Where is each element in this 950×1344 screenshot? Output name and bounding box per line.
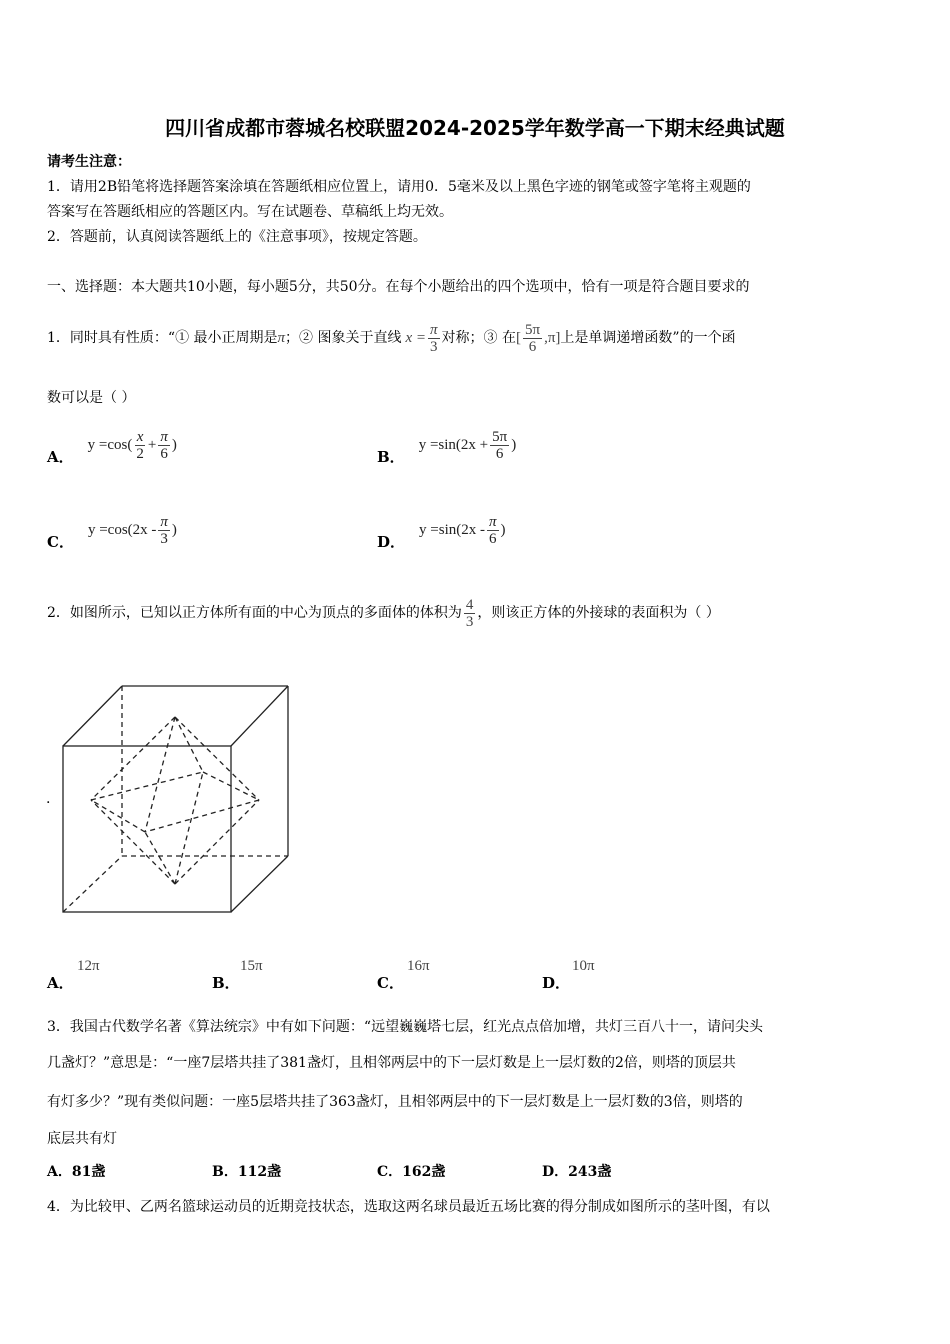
octa-edge — [91, 772, 203, 800]
q2-option-c[interactable] — [377, 960, 537, 996]
octa-edge — [91, 800, 145, 832]
octa-edge — [145, 717, 175, 832]
q3-option-d-value: 243盏 — [568, 1164, 612, 1180]
question-2 — [47, 590, 720, 636]
q1-part3: 对称；③ 在 — [441, 330, 516, 346]
q1-pi: π — [277, 330, 286, 346]
q1-option-d-frac-den: 6 — [488, 530, 497, 547]
q3-option-b-value: 112盏 — [237, 1164, 282, 1180]
q1-interval-rest: ,π] — [544, 330, 561, 346]
q1-line2: 数可以是（ ） — [47, 390, 136, 406]
q1-part2: ；② 图象关于直线 — [285, 330, 402, 346]
cube-edge-bottom-right — [231, 856, 288, 912]
q1-option-a-frac1-num: x — [136, 428, 144, 445]
notice-heading: 请考生注意： — [47, 154, 131, 170]
q2-option-b[interactable] — [212, 960, 372, 996]
q1-option-d[interactable] — [377, 510, 506, 550]
q1-option-d-label: D． — [377, 532, 406, 551]
q2-option-d[interactable] — [542, 960, 702, 996]
q3-option-c-label: C． — [377, 1164, 403, 1180]
q1-option-c-post: ) — [171, 521, 177, 538]
q1-part1: 同时具有性质：“① 最小正周期是 — [69, 330, 278, 346]
q2-part2: ，则该正方体的外接球的表面积为（ ） — [477, 605, 720, 621]
q1-fraction-5pi-6 — [523, 322, 542, 355]
notice-line1b: 答案写在答题纸相应的答题区内。写在试题卷、草稿纸上均无效。 — [47, 204, 453, 220]
q3-option-b[interactable] — [212, 1163, 281, 1181]
q1-frac2-den: 6 — [528, 338, 537, 355]
q1-option-c-pre: y =cos(2x - — [87, 521, 157, 538]
octa-edge — [91, 717, 175, 800]
q1-option-d-frac — [487, 514, 499, 547]
q1-option-a-frac2-den: 6 — [160, 445, 168, 462]
cube-front-face — [63, 746, 231, 912]
q1-frac2-num: 5π — [525, 321, 541, 338]
q2-dot: . — [46, 791, 51, 807]
cube-edge-top-right — [231, 686, 288, 746]
q2-option-a-label: A． — [47, 974, 74, 992]
q3-line3: 有灯多少？”现有类似问题：一座5层塔共挂了363盏灯，且相邻两层中的下一层灯数是上一层灯数的3倍，则塔的 — [47, 1094, 743, 1110]
octa-edge — [175, 800, 259, 884]
q1-option-b-pre: y =sin(2x + — [418, 436, 489, 453]
q3-option-c-value: 162盏 — [402, 1164, 446, 1180]
q1-option-b-label: B． — [377, 447, 405, 466]
q2-fraction-4-3 — [464, 597, 476, 630]
q1-frac1-den: 3 — [430, 338, 438, 355]
q3-option-d-label: D． — [542, 1164, 569, 1180]
q1-option-a-mid: + — [147, 436, 157, 453]
q3-option-c[interactable] — [377, 1163, 445, 1181]
q1-option-c-frac-num: π — [160, 513, 168, 530]
q1-option-a-post: ) — [171, 436, 177, 453]
q3-option-a-value: 81盏 — [71, 1164, 106, 1180]
q3-line2: 几盏灯？”意思是：“一座7层塔共挂了381盏灯，且相邻两层中的下一层灯数是上一层灯数的2倍，则塔的顶层共 — [47, 1055, 736, 1071]
q2-option-b-value: 15π — [240, 958, 263, 974]
section-heading: 一、选择题：本大题共10小题，每小题5分，共50分。在每个小题给出的四个选项中，恰有一项是符合题目要求的 — [47, 279, 750, 295]
q1-option-a-pre: y =cos( — [87, 436, 133, 453]
q1-part4: 上是单调递增函数”的一个函 — [560, 330, 736, 346]
q2-option-d-value: 10π — [572, 958, 595, 974]
q1-option-a-frac2-num: π — [160, 428, 168, 445]
q2-frac-num: 4 — [465, 596, 474, 613]
q3-option-a[interactable] — [47, 1163, 105, 1181]
octa-edge — [175, 717, 203, 772]
q2-part1: 如图所示，已知以正方体所有面的中心为顶点的多面体的体积为 — [69, 605, 462, 621]
octa-edge — [145, 800, 259, 832]
q4-line1: 4．为比较甲、乙两名篮球运动员的近期竞技状态，选取这两名球员最近五场比赛的得分制成如图所示的茎叶图，有以 — [47, 1199, 770, 1215]
q1-option-a-frac1-den: 2 — [136, 445, 144, 462]
q2-frac-den: 3 — [465, 613, 474, 630]
q1-option-a[interactable] — [47, 425, 177, 465]
q2-option-c-label: C． — [377, 974, 404, 992]
q1-option-b-post: ) — [511, 436, 517, 453]
q1-option-a-frac2 — [158, 429, 170, 462]
q3-option-b-label: B． — [212, 1164, 238, 1180]
q1-fraction-pi-3 — [428, 322, 440, 355]
q1-option-a-label: A． — [47, 447, 74, 466]
q1-interval-open: [ — [516, 330, 521, 346]
q1-option-c[interactable] — [47, 510, 177, 550]
q1-x-eq: x = — [405, 330, 427, 346]
q2-option-d-label: D． — [542, 974, 571, 992]
cube-hidden-depth-edge — [63, 856, 122, 912]
cube-edge-top-left — [63, 686, 122, 746]
q1-option-c-frac-den: 3 — [160, 530, 168, 547]
q2-option-c-value: 16π — [407, 958, 430, 974]
q1-option-c-frac — [158, 514, 170, 547]
q1-option-d-pre: y =sin(2x - — [419, 521, 485, 538]
q3-line4: 底层共有灯 — [47, 1131, 117, 1147]
q3-option-a-label: A． — [47, 1164, 72, 1180]
q1-option-a-frac1 — [134, 429, 146, 462]
q1-option-b-frac-den: 6 — [495, 445, 504, 462]
q1-option-b-frac-num: 5π — [492, 428, 508, 445]
q1-frac1-num: π — [430, 321, 438, 338]
q1-number: 1． — [47, 330, 70, 346]
q1-option-c-label: C． — [47, 532, 74, 551]
notice-line1a: 1．请用2B铅笔将选择题答案涂填在答题纸相应位置上，请用0．5毫米及以上黑色字迹的钢笔或签字笔将主观题的 — [47, 179, 751, 195]
octa-edge — [175, 772, 203, 884]
q3-option-d[interactable] — [542, 1163, 611, 1181]
q1-option-d-post: ) — [500, 521, 506, 538]
q1-option-b[interactable] — [377, 425, 516, 465]
q1-option-d-frac-num: π — [488, 513, 497, 530]
q3-line1: 3．我国古代数学名著《算法统宗》中有如下问题：“远望巍巍塔七层，红光点点倍加增，共灯三百八十一，请问尖头 — [47, 1019, 764, 1035]
cube-octahedron-figure — [55, 680, 300, 920]
notice-line2: 2．答题前，认真阅读答题纸上的《注意事项》，按规定答题。 — [47, 229, 427, 245]
page-title: 四川省成都市蓉城名校联盟2024-2025学年数学高一下期末经典试题 — [165, 116, 785, 140]
q1-option-b-frac — [490, 429, 509, 462]
q2-number: 2． — [47, 605, 70, 621]
question-1 — [47, 318, 736, 358]
octa-edge — [91, 800, 175, 884]
q2-option-b-label: B． — [212, 974, 240, 992]
q2-option-a[interactable] — [47, 960, 207, 996]
q2-option-a-value: 12π — [77, 958, 100, 974]
